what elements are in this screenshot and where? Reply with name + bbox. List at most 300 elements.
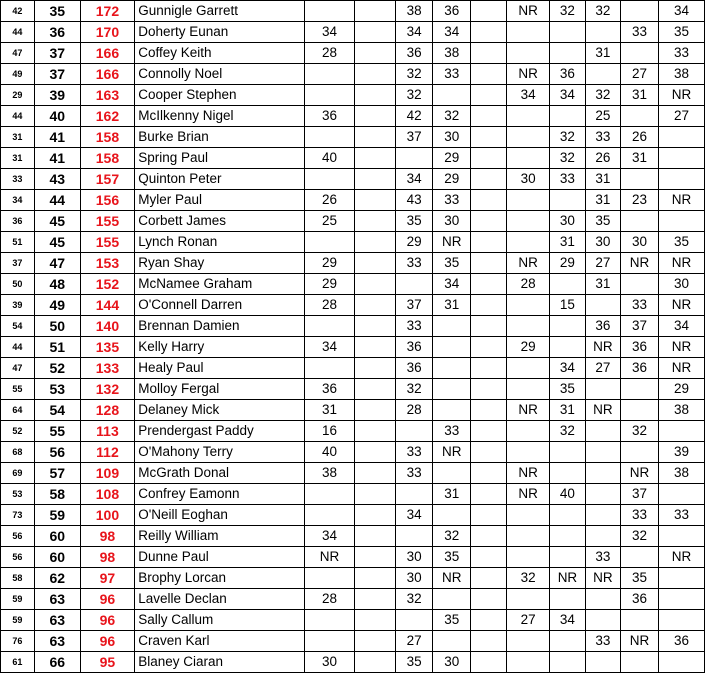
points-cell: 166: [80, 43, 135, 64]
points-cell: 100: [80, 505, 135, 526]
score-cell: 25: [585, 106, 620, 127]
score-cell: 34: [396, 505, 433, 526]
score-cell: [305, 64, 354, 85]
previous-position-cell: 69: [1, 463, 35, 484]
score-cell: [620, 610, 658, 631]
score-cell: [396, 421, 433, 442]
score-cell: [471, 43, 507, 64]
score-cell: 33: [396, 316, 433, 337]
score-cell: [471, 463, 507, 484]
score-cell: 34: [396, 22, 433, 43]
score-cell: [354, 274, 395, 295]
score-cell: [471, 127, 507, 148]
score-cell: [305, 127, 354, 148]
points-cell: 95: [80, 652, 135, 673]
score-cell: 32: [433, 106, 471, 127]
points-cell: 98: [80, 526, 135, 547]
score-cell: 36: [620, 337, 658, 358]
score-cell: 32: [396, 589, 433, 610]
table-row: [1, 463, 705, 484]
position-cell: 51: [34, 337, 80, 358]
score-cell: [354, 232, 395, 253]
score-cell: 34: [396, 169, 433, 190]
score-cell: 36: [620, 358, 658, 379]
score-cell: [620, 379, 658, 400]
score-cell: NR: [507, 463, 550, 484]
score-cell: 29: [396, 232, 433, 253]
player-name-cell: Brennan Damien: [135, 316, 305, 337]
position-cell: 57: [34, 463, 80, 484]
score-cell: [507, 211, 550, 232]
table-row: [1, 547, 705, 568]
position-cell: 40: [34, 106, 80, 127]
player-name-cell: O'Neill Eoghan: [135, 505, 305, 526]
score-cell: 36: [396, 358, 433, 379]
score-cell: 32: [585, 1, 620, 22]
score-cell: [354, 358, 395, 379]
table-row: [1, 421, 705, 442]
score-cell: [354, 547, 395, 568]
score-cell: 34: [549, 358, 585, 379]
score-cell: 37: [396, 295, 433, 316]
score-cell: 33: [585, 127, 620, 148]
previous-position-cell: 36: [1, 211, 35, 232]
score-cell: NR: [620, 463, 658, 484]
score-cell: 39: [659, 442, 705, 463]
player-name-cell: Connolly Noel: [135, 64, 305, 85]
position-cell: 39: [34, 85, 80, 106]
score-cell: [354, 211, 395, 232]
score-cell: 31: [549, 400, 585, 421]
score-cell: [659, 127, 705, 148]
score-cell: [471, 379, 507, 400]
score-cell: [354, 148, 395, 169]
score-cell: [471, 295, 507, 316]
table-row: [1, 211, 705, 232]
points-cell: 128: [80, 400, 135, 421]
score-cell: [507, 631, 550, 652]
score-cell: [507, 127, 550, 148]
player-name-cell: McIlkenny Nigel: [135, 106, 305, 127]
previous-position-cell: 47: [1, 43, 35, 64]
score-cell: [507, 190, 550, 211]
score-cell: [433, 400, 471, 421]
score-cell: NR: [659, 547, 705, 568]
table-row: [1, 127, 705, 148]
table-row: [1, 484, 705, 505]
score-cell: [620, 547, 658, 568]
position-cell: 47: [34, 253, 80, 274]
table-row: [1, 316, 705, 337]
score-cell: [549, 505, 585, 526]
position-cell: 55: [34, 421, 80, 442]
score-cell: 29: [433, 148, 471, 169]
score-cell: [471, 568, 507, 589]
previous-position-cell: 53: [1, 484, 35, 505]
score-cell: 31: [585, 169, 620, 190]
score-cell: [354, 379, 395, 400]
previous-position-cell: 50: [1, 274, 35, 295]
previous-position-cell: 37: [1, 253, 35, 274]
score-cell: [471, 1, 507, 22]
player-name-cell: Coffey Keith: [135, 43, 305, 64]
score-cell: [354, 568, 395, 589]
points-cell: 96: [80, 631, 135, 652]
score-cell: 33: [620, 505, 658, 526]
player-name-cell: Cooper Stephen: [135, 85, 305, 106]
score-cell: [433, 631, 471, 652]
score-cell: [471, 148, 507, 169]
score-cell: [305, 1, 354, 22]
score-cell: [585, 589, 620, 610]
score-cell: 35: [433, 253, 471, 274]
score-cell: [354, 169, 395, 190]
score-cell: 33: [585, 547, 620, 568]
score-cell: 27: [396, 631, 433, 652]
score-cell: [354, 589, 395, 610]
score-cell: 35: [433, 610, 471, 631]
points-cell: 158: [80, 127, 135, 148]
score-cell: [305, 316, 354, 337]
score-cell: [354, 253, 395, 274]
previous-position-cell: 59: [1, 610, 35, 631]
score-cell: [354, 421, 395, 442]
table-row: [1, 43, 705, 64]
table-row: [1, 442, 705, 463]
score-cell: [507, 43, 550, 64]
player-name-cell: Myler Paul: [135, 190, 305, 211]
table-row: [1, 253, 705, 274]
score-cell: NR: [585, 337, 620, 358]
position-cell: 48: [34, 274, 80, 295]
score-cell: [585, 505, 620, 526]
score-cell: 32: [507, 568, 550, 589]
score-cell: [549, 22, 585, 43]
score-cell: [585, 484, 620, 505]
position-cell: 49: [34, 295, 80, 316]
score-cell: NR: [620, 253, 658, 274]
score-cell: [549, 526, 585, 547]
table-row: [1, 232, 705, 253]
score-cell: [433, 379, 471, 400]
score-cell: [471, 589, 507, 610]
score-cell: [433, 85, 471, 106]
points-cell: 97: [80, 568, 135, 589]
score-cell: [585, 610, 620, 631]
score-cell: 33: [396, 463, 433, 484]
points-cell: 166: [80, 64, 135, 85]
position-cell: 37: [34, 43, 80, 64]
score-cell: 31: [585, 274, 620, 295]
player-name-cell: Spring Paul: [135, 148, 305, 169]
points-cell: 172: [80, 1, 135, 22]
score-cell: 30: [305, 652, 354, 673]
score-cell: [620, 43, 658, 64]
position-cell: 66: [34, 652, 80, 673]
points-cell: 133: [80, 358, 135, 379]
player-name-cell: Reilly William: [135, 526, 305, 547]
score-cell: [549, 337, 585, 358]
score-cell: [305, 505, 354, 526]
score-cell: 40: [305, 148, 354, 169]
score-cell: [471, 652, 507, 673]
score-cell: [471, 190, 507, 211]
score-cell: 33: [433, 64, 471, 85]
points-cell: 155: [80, 232, 135, 253]
player-name-cell: Sally Callum: [135, 610, 305, 631]
score-cell: [471, 274, 507, 295]
player-name-cell: Lavelle Declan: [135, 589, 305, 610]
points-cell: 170: [80, 22, 135, 43]
score-cell: 30: [396, 547, 433, 568]
points-cell: 158: [80, 148, 135, 169]
score-cell: [433, 505, 471, 526]
score-cell: [549, 106, 585, 127]
table-row: [1, 526, 705, 547]
points-cell: 140: [80, 316, 135, 337]
points-cell: 108: [80, 484, 135, 505]
score-cell: [507, 232, 550, 253]
score-cell: [659, 526, 705, 547]
score-cell: [354, 400, 395, 421]
position-cell: 50: [34, 316, 80, 337]
score-cell: [471, 211, 507, 232]
previous-position-cell: 51: [1, 232, 35, 253]
score-cell: [354, 316, 395, 337]
score-cell: [471, 106, 507, 127]
player-name-cell: McNamee Graham: [135, 274, 305, 295]
score-cell: [305, 484, 354, 505]
score-cell: [471, 169, 507, 190]
score-cell: [354, 22, 395, 43]
points-cell: 163: [80, 85, 135, 106]
score-cell: [659, 610, 705, 631]
score-cell: [354, 43, 395, 64]
previous-position-cell: 68: [1, 442, 35, 463]
position-cell: 63: [34, 631, 80, 652]
player-name-cell: McGrath Donal: [135, 463, 305, 484]
previous-position-cell: 56: [1, 547, 35, 568]
previous-position-cell: 31: [1, 148, 35, 169]
previous-position-cell: 29: [1, 85, 35, 106]
score-cell: [549, 589, 585, 610]
score-cell: 33: [620, 295, 658, 316]
table-row: [1, 589, 705, 610]
score-cell: [507, 106, 550, 127]
score-cell: 33: [396, 442, 433, 463]
score-cell: 34: [549, 85, 585, 106]
score-cell: 30: [396, 568, 433, 589]
player-name-cell: Brophy Lorcan: [135, 568, 305, 589]
player-name-cell: Lynch Ronan: [135, 232, 305, 253]
score-cell: [585, 295, 620, 316]
score-cell: [433, 337, 471, 358]
score-cell: [305, 610, 354, 631]
score-cell: NR: [433, 442, 471, 463]
score-cell: 32: [585, 85, 620, 106]
score-cell: [549, 631, 585, 652]
previous-position-cell: 44: [1, 106, 35, 127]
points-cell: 98: [80, 547, 135, 568]
score-cell: 36: [659, 631, 705, 652]
position-cell: 59: [34, 505, 80, 526]
position-cell: 43: [34, 169, 80, 190]
score-cell: NR: [585, 400, 620, 421]
score-cell: [354, 631, 395, 652]
score-cell: 30: [659, 274, 705, 295]
score-cell: [620, 169, 658, 190]
score-cell: 34: [305, 337, 354, 358]
score-cell: 32: [549, 148, 585, 169]
position-cell: 35: [34, 1, 80, 22]
score-cell: 30: [620, 232, 658, 253]
score-cell: 36: [585, 316, 620, 337]
points-cell: 113: [80, 421, 135, 442]
table-row: [1, 274, 705, 295]
position-cell: 44: [34, 190, 80, 211]
score-cell: [659, 211, 705, 232]
player-name-cell: O'Connell Darren: [135, 295, 305, 316]
score-cell: 28: [305, 589, 354, 610]
previous-position-cell: 42: [1, 1, 35, 22]
score-cell: 32: [433, 526, 471, 547]
score-cell: [507, 358, 550, 379]
score-cell: NR: [549, 568, 585, 589]
score-cell: [549, 547, 585, 568]
score-cell: [396, 148, 433, 169]
score-cell: 33: [659, 43, 705, 64]
score-cell: 29: [305, 274, 354, 295]
score-cell: 34: [659, 1, 705, 22]
previous-position-cell: 49: [1, 64, 35, 85]
table-row: [1, 652, 705, 673]
score-cell: NR: [507, 64, 550, 85]
score-cell: 28: [396, 400, 433, 421]
points-cell: 109: [80, 463, 135, 484]
previous-position-cell: 76: [1, 631, 35, 652]
points-cell: 155: [80, 211, 135, 232]
score-cell: [396, 274, 433, 295]
score-cell: [354, 442, 395, 463]
score-cell: [433, 589, 471, 610]
position-cell: 45: [34, 232, 80, 253]
score-cell: [585, 652, 620, 673]
score-cell: [549, 652, 585, 673]
score-cell: [471, 421, 507, 442]
score-cell: 38: [433, 43, 471, 64]
score-cell: 26: [305, 190, 354, 211]
position-cell: 63: [34, 610, 80, 631]
score-cell: 32: [620, 421, 658, 442]
player-name-cell: Blaney Ciaran: [135, 652, 305, 673]
score-cell: 29: [305, 253, 354, 274]
position-cell: 36: [34, 22, 80, 43]
position-cell: 52: [34, 358, 80, 379]
score-cell: [471, 505, 507, 526]
points-cell: 153: [80, 253, 135, 274]
score-cell: [354, 463, 395, 484]
player-name-cell: Burke Brian: [135, 127, 305, 148]
score-cell: 36: [305, 106, 354, 127]
previous-position-cell: 59: [1, 589, 35, 610]
points-cell: 157: [80, 169, 135, 190]
score-cell: [620, 1, 658, 22]
score-cell: NR: [507, 253, 550, 274]
score-cell: 32: [396, 379, 433, 400]
score-cell: [305, 85, 354, 106]
position-cell: 63: [34, 589, 80, 610]
position-cell: 41: [34, 127, 80, 148]
score-cell: 43: [396, 190, 433, 211]
score-cell: 38: [659, 400, 705, 421]
score-cell: [471, 64, 507, 85]
score-cell: 34: [659, 316, 705, 337]
score-cell: 30: [433, 652, 471, 673]
score-cell: NR: [507, 484, 550, 505]
score-cell: [471, 22, 507, 43]
score-cell: NR: [433, 232, 471, 253]
position-cell: 53: [34, 379, 80, 400]
score-cell: [659, 148, 705, 169]
score-cell: [354, 64, 395, 85]
score-cell: [433, 358, 471, 379]
score-cell: 33: [549, 169, 585, 190]
previous-position-cell: 34: [1, 190, 35, 211]
score-cell: 36: [620, 589, 658, 610]
score-cell: [471, 358, 507, 379]
score-cell: [354, 106, 395, 127]
score-cell: 35: [433, 547, 471, 568]
score-cell: [659, 589, 705, 610]
score-cell: [507, 316, 550, 337]
player-name-cell: Prendergast Paddy: [135, 421, 305, 442]
previous-position-cell: 61: [1, 652, 35, 673]
player-name-cell: Ryan Shay: [135, 253, 305, 274]
table-row: [1, 379, 705, 400]
score-cell: 29: [433, 169, 471, 190]
score-cell: 33: [433, 421, 471, 442]
score-cell: NR: [507, 400, 550, 421]
score-cell: 34: [549, 610, 585, 631]
score-cell: 15: [549, 295, 585, 316]
score-cell: 32: [620, 526, 658, 547]
score-cell: 35: [396, 652, 433, 673]
score-cell: 30: [433, 127, 471, 148]
table-row: [1, 610, 705, 631]
score-cell: NR: [659, 295, 705, 316]
score-cell: [549, 43, 585, 64]
score-cell: 36: [396, 43, 433, 64]
score-cell: 33: [433, 190, 471, 211]
score-cell: 23: [620, 190, 658, 211]
score-cell: [507, 295, 550, 316]
points-cell: 162: [80, 106, 135, 127]
position-cell: 62: [34, 568, 80, 589]
score-cell: 31: [585, 43, 620, 64]
previous-position-cell: 47: [1, 358, 35, 379]
score-cell: 32: [396, 85, 433, 106]
table-row: [1, 1, 705, 22]
previous-position-cell: 44: [1, 22, 35, 43]
position-cell: 41: [34, 148, 80, 169]
score-cell: 38: [659, 64, 705, 85]
score-cell: [549, 316, 585, 337]
score-cell: [620, 211, 658, 232]
score-cell: [354, 652, 395, 673]
points-cell: 96: [80, 610, 135, 631]
score-cell: 38: [659, 463, 705, 484]
score-cell: [507, 526, 550, 547]
